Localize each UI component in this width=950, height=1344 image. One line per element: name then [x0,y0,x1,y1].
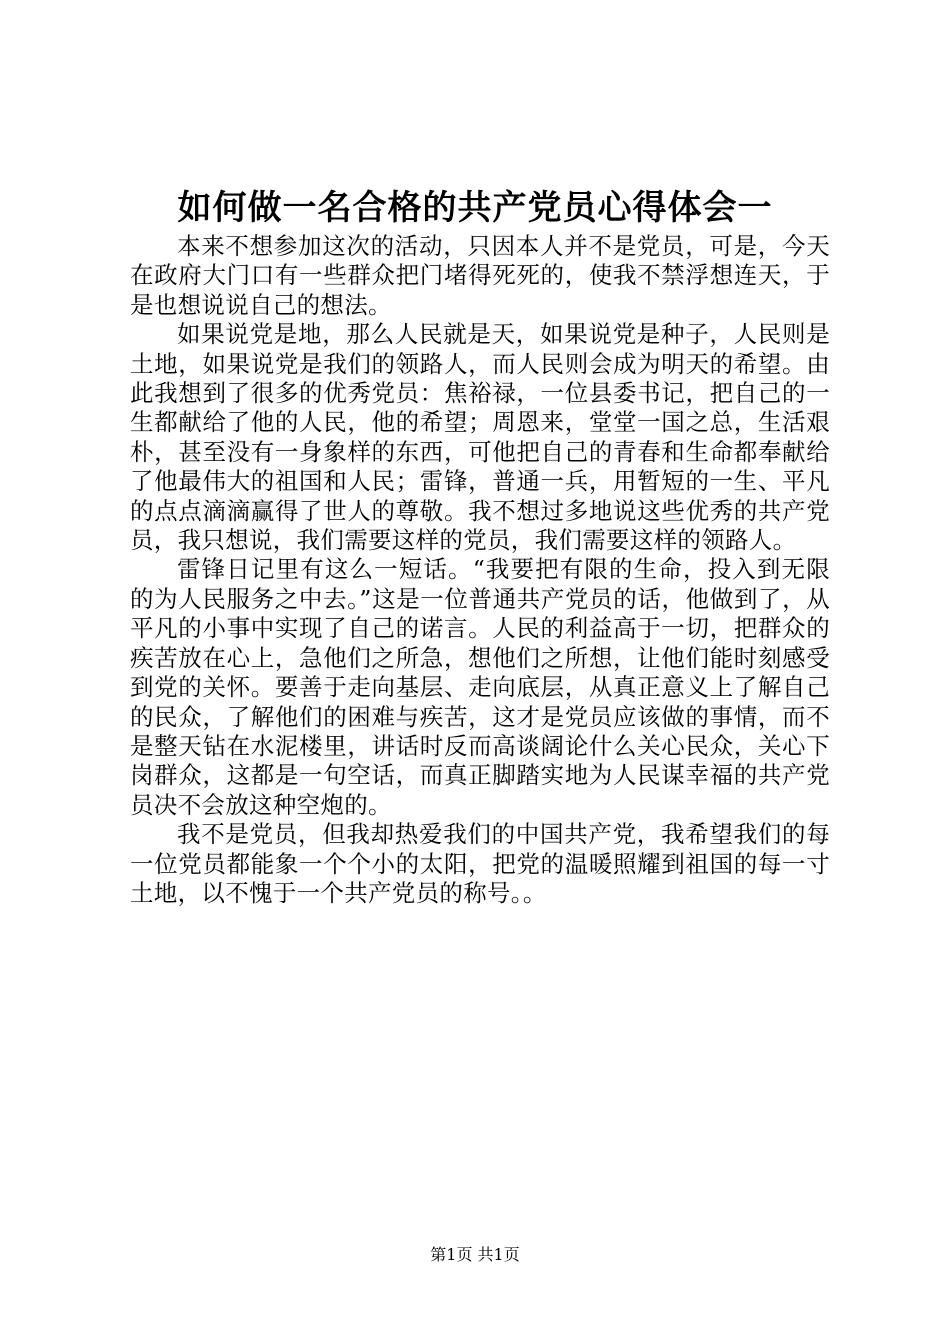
document-body [130,232,830,908]
paragraph-4: 我不是党员，但我却热爱我们的中国共产党，我希望我们的每一位党员都能象一个个小的太阳，把党的温暖照耀到祖国的每一寸土地，以不愧于一个共产党员的称号。。 [130,820,830,907]
document-title: 如何做一名合格的共产党员心得体会一 [177,188,773,228]
paragraph-3: 雷锋日记里有这么一短话。“我要把有限的生命，投入到无限的为人民服务之中去。”这是一位普通共产党员的话，他做到了，从平凡的小事中实现了自己的诺言。人民的利益高于一切，把群众的疾苦放在心上，急他们之所急，想他们之所想，让他们能时刻感受到党的关怀。要善于走向基层、走向底层，从真正意义上了解自己的民众，了解他们的困难与疾苦，这才是党员应该做的事情，而不是整天钻在水泥楼里，讲话时反而高谈阔论什么关心民众，关心下岗群众，这都是一句空话，而真正脚踏实地为人民谋幸福的共产党员决不会放这种空炮的。 [130,555,830,819]
page-footer: 第1页 共1页 [430,1245,520,1264]
paragraph-1: 本来不想参加这次的活动，只因本人并不是党员，可是，今天在政府大门口有一些群众把门堵得死死的，使我不禁浮想连天，于是也想说说自己的想法。 [130,232,830,319]
paragraph-2: 如果说党是地，那么人民就是天，如果说党是种子，人民则是土地，如果说党是我们的领路人，而人民则会成为明天的希望。由此我想到了很多的优秀党员：焦裕禄，一位县委书记，把自己的一生都献给了他的人民，他的希望；周恩来，堂堂一国之总，生活艰朴，甚至没有一身象样的东西，可他把自己的青春和生命都奉献给了他最伟大的祖国和人民；雷锋，普通一兵，用暂短的一生、平凡的点点滴滴赢得了世人的尊敬。我不想过多地说这些优秀的共产党员，我只想说，我们需要这样的党员，我们需要这样的领路人。 [130,320,830,555]
